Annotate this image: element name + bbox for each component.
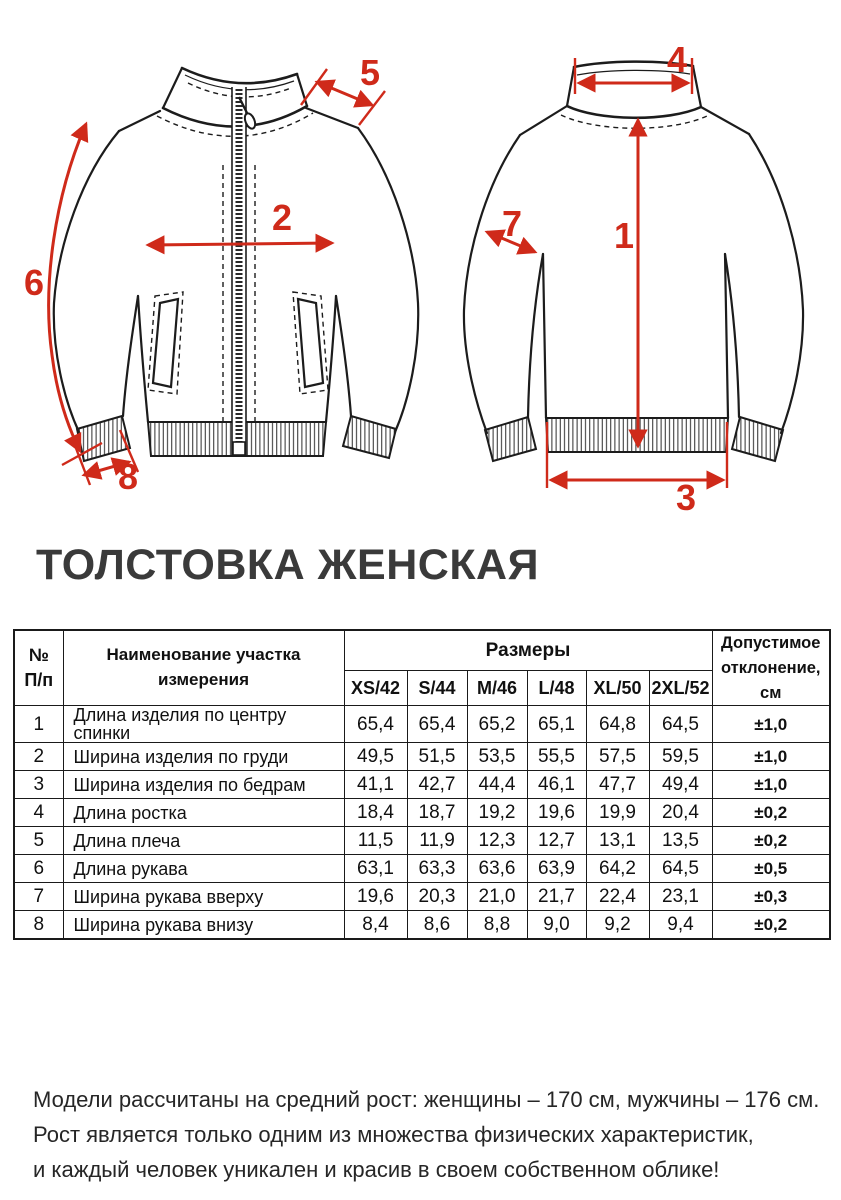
value-xs: 8,4: [344, 911, 407, 940]
value-l: 19,6: [527, 799, 586, 827]
value-xl: 47,7: [586, 771, 649, 799]
footer-line-1: Модели рассчитаны на средний рост: женщины – 170 см, мужчины – 176 см.: [33, 1087, 820, 1112]
measure-name: Ширина изделия по бедрам: [63, 771, 344, 799]
table-row: [14, 827, 830, 855]
measure-name: Ширина рукава внизу: [63, 911, 344, 940]
row-number: 8: [14, 911, 63, 940]
value-xl: 22,4: [586, 883, 649, 911]
value-xs: 63,1: [344, 855, 407, 883]
back-left-cuff-rib: [485, 417, 536, 461]
value-xl: 9,2: [586, 911, 649, 940]
measure-label-sleeve-length: 6: [23, 262, 45, 303]
row-number: 3: [14, 771, 63, 799]
table-row: [14, 771, 830, 799]
header-measure-name: [63, 630, 344, 706]
tolerance-value: ±0,2: [712, 827, 830, 855]
value-s: 65,4: [407, 706, 467, 743]
row-number: 2: [14, 743, 63, 771]
header-size-l: L/48: [527, 671, 586, 706]
value-s: 63,3: [407, 855, 467, 883]
measure-label-back-length: 1: [613, 215, 635, 256]
tolerance-value: ±1,0: [712, 743, 830, 771]
row-number: 4: [14, 799, 63, 827]
jacket-front-view-drawing: [10, 45, 435, 515]
value-xs: 18,4: [344, 799, 407, 827]
tolerance-value: ±0,2: [712, 799, 830, 827]
value-xs: 49,5: [344, 743, 407, 771]
header-tolerance-line1: Допустимое: [721, 634, 821, 652]
row-number: 6: [14, 855, 63, 883]
tolerance-value: ±0,3: [712, 883, 830, 911]
header-num-line1: №: [28, 644, 49, 665]
value-2xl: 64,5: [649, 706, 712, 743]
value-xl: 19,9: [586, 799, 649, 827]
measure-label-cuff-width: 8: [117, 456, 139, 497]
value-m: 21,0: [467, 883, 527, 911]
tolerance-value: ±1,0: [712, 771, 830, 799]
value-s: 51,5: [407, 743, 467, 771]
header-sizes-group: Размеры: [344, 630, 712, 671]
header-num-line2: П/п: [24, 670, 54, 691]
table-row: [14, 743, 830, 771]
tolerance-value: ±1,0: [712, 706, 830, 743]
table-row: [14, 883, 830, 911]
measure-name: Ширина изделия по груди: [63, 743, 344, 771]
measure-name: Длина изделия по центру спинки: [63, 706, 344, 743]
measure-label-shoulder-length: 5: [359, 52, 381, 93]
back-right-cuff-rib: [732, 417, 783, 461]
value-2xl: 20,4: [649, 799, 712, 827]
value-m: 8,8: [467, 911, 527, 940]
measure-label-hip-width: 3: [675, 477, 697, 517]
value-xs: 41,1: [344, 771, 407, 799]
value-xs: 65,4: [344, 706, 407, 743]
value-xs: 19,6: [344, 883, 407, 911]
value-xs: 11,5: [344, 827, 407, 855]
footer-line-3: и каждый человек уникален и красив в своем собственном облике!: [33, 1157, 720, 1182]
front-right-cuff-rib: [343, 416, 396, 458]
header-tolerance-line3: см: [760, 683, 782, 702]
header-size-s: S/44: [407, 671, 467, 706]
measure-name: Ширина рукава вверху: [63, 883, 344, 911]
row-number: 5: [14, 827, 63, 855]
front-zipper: [223, 85, 257, 455]
footer-note: [33, 1082, 823, 1187]
value-2xl: 64,5: [649, 855, 712, 883]
measure-name: Длина ростка: [63, 799, 344, 827]
table-row: [14, 706, 830, 743]
header-tolerance-line2: отклонение,: [720, 658, 821, 677]
measure-label-neck-width: 4: [666, 42, 688, 80]
value-m: 19,2: [467, 799, 527, 827]
value-l: 65,1: [527, 706, 586, 743]
measure-name: Длина плеча: [63, 827, 344, 855]
table-row: [14, 911, 830, 940]
header-measure-name-text: Наименование участка измерения: [106, 645, 301, 690]
front-left-cuff-rib: [77, 416, 130, 461]
page-title: ТОЛСТОВКА ЖЕНСКАЯ: [36, 541, 540, 589]
value-l: 63,9: [527, 855, 586, 883]
value-xl: 57,5: [586, 743, 649, 771]
value-m: 12,3: [467, 827, 527, 855]
value-2xl: 59,5: [649, 743, 712, 771]
footer-line-2: Рост является только одним из множества физических характеристик,: [33, 1122, 754, 1147]
dim-arrow-chest-width: [148, 243, 332, 245]
tolerance-value: ±0,2: [712, 911, 830, 940]
table-row: [14, 855, 830, 883]
jacket-back-view-drawing: [428, 42, 833, 517]
header-size-m: M/46: [467, 671, 527, 706]
value-xl: 13,1: [586, 827, 649, 855]
value-2xl: 49,4: [649, 771, 712, 799]
value-s: 11,9: [407, 827, 467, 855]
value-2xl: 9,4: [649, 911, 712, 940]
row-number: 1: [14, 706, 63, 743]
tolerance-value: ±0,5: [712, 855, 830, 883]
value-m: 44,4: [467, 771, 527, 799]
value-2xl: 23,1: [649, 883, 712, 911]
value-l: 12,7: [527, 827, 586, 855]
size-measurements-table: [13, 629, 831, 940]
value-s: 18,7: [407, 799, 467, 827]
header-size-xs: XS/42: [344, 671, 407, 706]
back-body: [520, 106, 749, 452]
header-row-number: [14, 630, 63, 706]
header-size-xl: XL/50: [586, 671, 649, 706]
measure-label-sleeve-top-width: 7: [501, 203, 523, 244]
value-s: 8,6: [407, 911, 467, 940]
value-s: 42,7: [407, 771, 467, 799]
measure-label-chest-width: 2: [271, 197, 293, 238]
back-sleeves: [464, 134, 803, 461]
value-l: 21,7: [527, 883, 586, 911]
value-xl: 64,8: [586, 706, 649, 743]
header-tolerance: [712, 630, 830, 706]
table-row: [14, 799, 830, 827]
measure-name: Длина рукава: [63, 855, 344, 883]
value-2xl: 13,5: [649, 827, 712, 855]
value-xl: 64,2: [586, 855, 649, 883]
value-s: 20,3: [407, 883, 467, 911]
value-m: 63,6: [467, 855, 527, 883]
value-m: 53,5: [467, 743, 527, 771]
value-l: 55,5: [527, 743, 586, 771]
header-size-2xl: 2XL/52: [649, 671, 712, 706]
value-m: 65,2: [467, 706, 527, 743]
value-l: 9,0: [527, 911, 586, 940]
row-number: 7: [14, 883, 63, 911]
value-l: 46,1: [527, 771, 586, 799]
